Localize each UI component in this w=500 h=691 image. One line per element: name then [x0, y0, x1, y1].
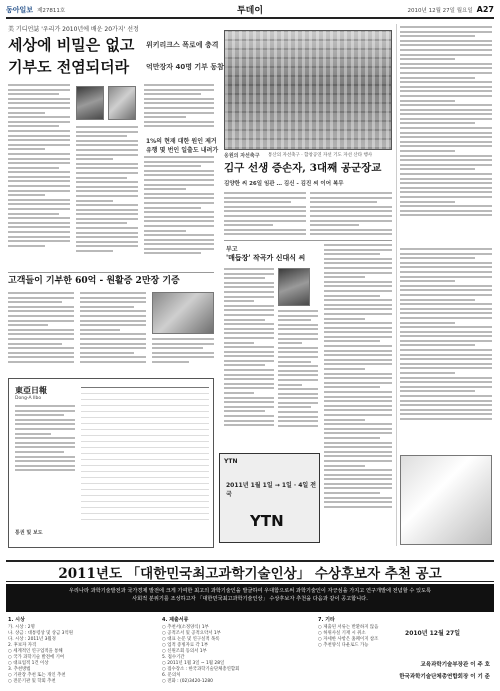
header-rule: [6, 17, 494, 19]
obit-body-col3: [324, 244, 392, 544]
announcement-item: 6. 문의처: [162, 673, 181, 678]
page-number: A27: [476, 5, 494, 14]
article3-headline: 김구 선생 증손자, 3대째 공군장교: [224, 162, 382, 174]
issue-date: 2010년 12월 27일 월요일: [407, 7, 473, 14]
announcement-intro-line1: 우리나라 과학기술발전과 국가경제 발전에 크게 기여한 최고의 과학기술인을 발굴하여 우대함으로써 과학기술인이 자긍심을 가지고 연구개발에 전념할 수 있도록: [68, 588, 432, 594]
person-photo-1: [76, 86, 104, 120]
announcement-item: 2. 후보자 자격: [8, 643, 37, 648]
announcement-item: ○ 신원조회 동의서 1부: [162, 649, 207, 654]
ad-table: [81, 387, 209, 520]
announcement-col1: [8, 616, 156, 684]
announcement-item: ○ 국가 과학기술 발전에 기여: [8, 655, 65, 660]
announcement-item: ○ 업적 증빙자료 각 1부: [162, 643, 209, 648]
obit-title: '매듭장' 작곡가 신대식 씨: [226, 253, 306, 262]
article2-body-col1: [8, 292, 74, 374]
tv-promo-title: YTN: [224, 458, 238, 465]
article2-body-col2: [80, 292, 146, 374]
announcement-item: ○ 공적조서 및 공적요약서 1부: [162, 631, 221, 636]
article3-body-col2: [310, 192, 392, 237]
ad-logo: 東亞日報: [15, 386, 47, 395]
article1-body-col2: [76, 126, 138, 269]
announcement-col2: [162, 616, 312, 684]
ad-bottom-label: 통권 및 보도: [15, 530, 43, 536]
announcement-item: ○ 대표업적 1건 이상: [8, 661, 49, 666]
right-column-text-1: [400, 26, 492, 241]
announcement-item: 5. 접수기간: [162, 655, 185, 660]
photo-caption-title: 응원의 자선축구: [224, 153, 260, 159]
article1-subhead: 1%의 현재 대한 원인 제거: [146, 138, 217, 145]
announcement-item: 다. 시상 : 2011년 3월경: [8, 637, 56, 642]
article2-photo: [152, 292, 214, 334]
article3-sub: 김양한 씨 26일 임관 … 김신 - 김진 씨 이어 복무: [224, 181, 344, 187]
announcement-item: ○ 전문기관 및 학회 추천: [8, 679, 56, 684]
article1-headline-2: 기부도 전염되더라: [8, 58, 130, 76]
announcement-item: 3. 추천방법: [8, 667, 31, 672]
person-photo-2: [108, 86, 136, 120]
ad-text: [15, 405, 75, 485]
announcement-item: ○ 전화 : (02)3420-1280: [162, 679, 213, 684]
obit-photo: [278, 268, 310, 306]
article2-headline: 고객들이 기부한 60억 - 원활증 2만장 기증: [8, 276, 180, 286]
announcement-item: ○ 허위사실 기재 시 취소: [318, 631, 366, 636]
announcement-item: ○ 제출된 서류는 반환하지 않음: [318, 625, 379, 630]
section-title: 투데이: [236, 6, 264, 16]
announcement-item: ○ 세계적인 연구업적을 통해: [8, 649, 63, 654]
announcement-title: 2011년도 「대한민국최고과학기술인상」 수상후보자 추천 공고: [6, 560, 494, 582]
announcement-item: ○ 추천양식 다운로드 가능: [318, 643, 369, 648]
page-header: [6, 3, 494, 16]
right-ad-box: [400, 455, 492, 545]
article1-body-col3b: [144, 156, 214, 269]
obit-kicker: 부고: [226, 246, 238, 253]
announcement-item: 가. 시상 : 2명: [8, 625, 35, 630]
announcement-item: ○ 대표 논문 및 연구실적 목록: [162, 637, 220, 642]
article3-divider: [224, 240, 392, 241]
obit-body-col1: [224, 268, 274, 448]
announcement-item: ○ 접수장소 : 한국과학기술단체총연합회: [162, 667, 240, 672]
announcement-col1-head: 1. 시상: [8, 617, 25, 623]
announcement-item: ○ 자세한 사항은 홈페이지 참조: [318, 637, 379, 642]
announcement-col3-head: 7. 기타: [318, 617, 335, 623]
announcement-signature-1: 교육과학기술부장관 이 주 호: [420, 662, 490, 668]
article3-body-col1: [224, 192, 306, 237]
obit-body-col2: [278, 310, 318, 448]
announcement-intro: [6, 584, 494, 612]
announcement-intro-line2: 사회적 분위기를 조성하고자 「대한민국최고과학기술인상」 수상후보자 추천을 다음과 같이 공고합니다.: [132, 596, 368, 602]
tv-promo: [219, 453, 320, 543]
article1-headline-1: 세상에 비밀은 없고: [8, 36, 135, 54]
issue-number: 제27811호: [37, 7, 66, 14]
article1-subhead-2: 유행 몇 번인 일출도 내려가: [146, 147, 219, 154]
article2-body-col3: [152, 338, 214, 374]
announcement-item: 나. 상금 : 대통령상 및 상금 3억원: [8, 631, 73, 636]
ytn-logo: YTN: [250, 512, 284, 530]
choir-photo: [224, 30, 392, 150]
article1-kicker: 美 기디언誌 '우리가 2010년에 배운 20가지' 선정: [8, 26, 139, 33]
photo-caption-text: 통산의 자선축구 · 합창공연 자선 기도 자선 산타 행사: [268, 153, 373, 158]
ad-box: [8, 378, 214, 548]
announcement-date: 2010년 12월 27일: [405, 630, 460, 637]
ad-logo-sub: Dong-A Ilbo: [15, 396, 42, 401]
tv-promo-sub: 2011년 1월 1일 → 1일 · 4일 전국: [226, 482, 317, 498]
announcement-item: ○ 기관장 추천 또는 개인 추천: [8, 673, 66, 678]
right-column-rule: [396, 24, 397, 546]
announcement-col2-head: 4. 제출서류: [162, 617, 189, 623]
article1-body-col1: [8, 84, 70, 269]
announcement-item: ○ 추천서(소정양식) 1부: [162, 625, 209, 630]
right-column-text-2: [400, 248, 492, 448]
article1-sub-2: 억만장자 40명 기부 동참: [146, 63, 224, 71]
paper-name: 동아일보: [6, 5, 34, 14]
article1-sub-1: 위키리크스 폭로에 충격: [146, 41, 219, 49]
article1-divider: [8, 272, 214, 273]
announcement-signature-2: 한국과학기술단체총연합회장 이 기 준: [399, 674, 490, 680]
article1-body-col3a: [144, 84, 214, 134]
announcement-item: ○ 2011년 1월 3일 ~ 1월 28일: [162, 661, 225, 666]
